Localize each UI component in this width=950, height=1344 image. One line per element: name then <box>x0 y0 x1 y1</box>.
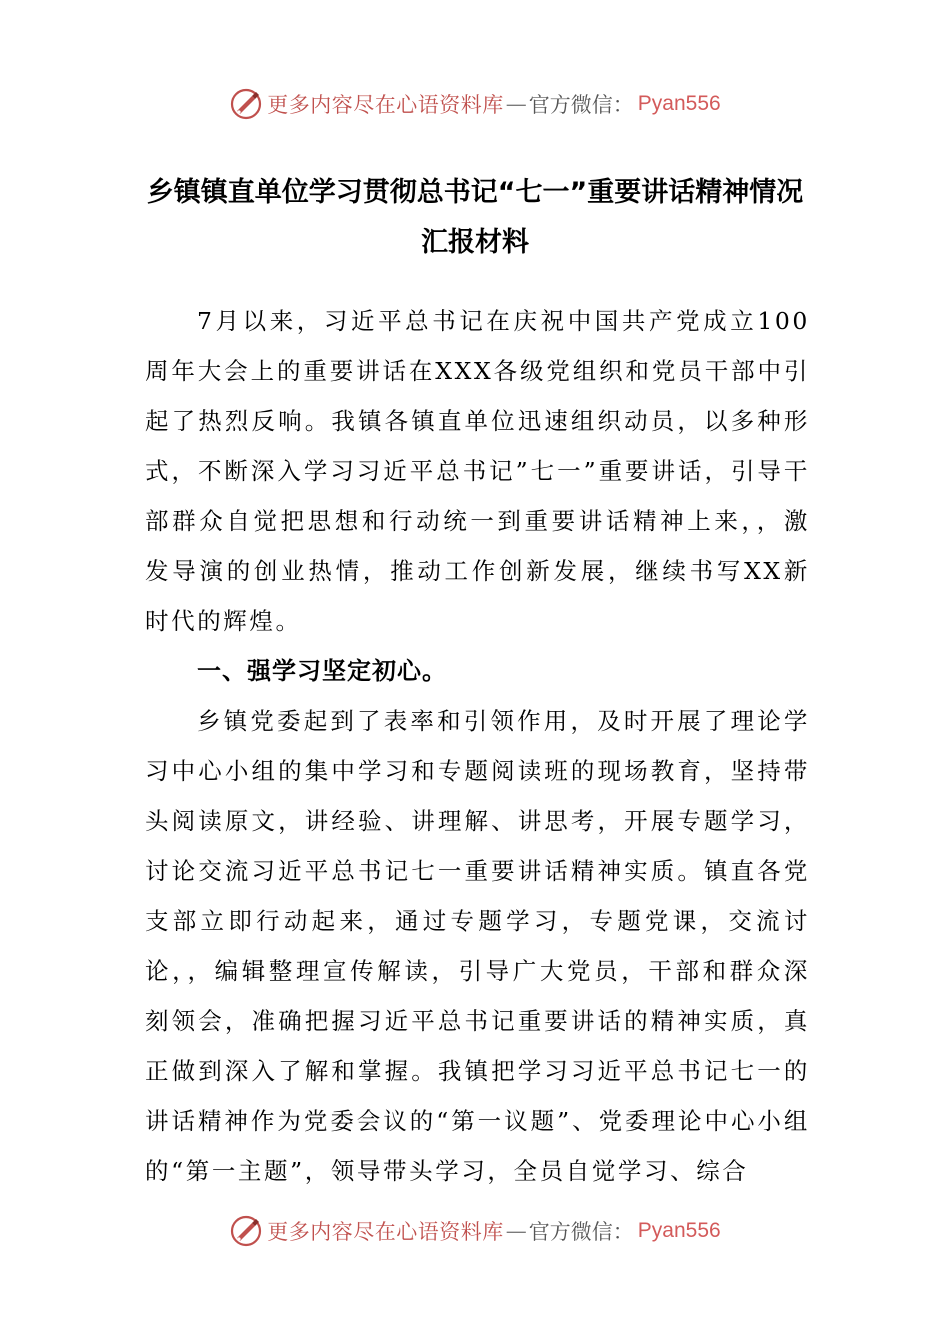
pen-nib-logo-icon <box>229 87 263 121</box>
watermark-banner-bottom <box>0 1211 950 1251</box>
body-paragraph-section1: 乡镇党委起到了表率和引领作用，及时开展了理论学习中心小组的集中学习和专题阅读班的现场教育，坚持带头阅读原文，讲经验、讲理解、讲思考，开展专题学习，讨论交流习近平总书记七一重要讲话精神实质。镇直各党支部立即行动起来，通过专题学习，专题党课，交流讨论，，编辑整理宣传解读，引导广大党员，干部和群众深刻领会，准确把握习近平总书记重要讲话的精神实质，真正做到深入了解和掌握。我镇把学习习近平总书记七一的讲话精神作为党委会议的“第一议题”、党委理论中心小组的“第一主题”，领导带头学习，全员自觉学习、综合 <box>145 707 810 1185</box>
watermark-contact-label: 官方微信： <box>528 1220 634 1244</box>
document-title-line2: 汇报材料 <box>421 227 529 258</box>
document-title-line1: 乡镇镇直单位学习贯彻总书记“七一”重要讲话精神情况 <box>146 177 804 208</box>
section-heading-1: 一、强学习坚定初心。 <box>197 657 447 685</box>
watermark-separator: — <box>505 1219 527 1243</box>
body-paragraph-intro: 7月以来，习近平总书记在庆祝中国共产党成立100周年大会上的重要讲话在XXX各级党组织和党员干部中引起了热烈反响。我镇各镇直单位迅速组织动员，以多种形式，不断深入学习习近平总书记”七一”重要讲话，引导干部群众自觉把思想和行动统一到重要讲话精神上来，，激发导演的创业热情，推动工作创新发展，继续书写XX新时代的辉煌。 <box>145 307 810 635</box>
watermark-banner-top <box>0 84 950 124</box>
watermark-separator: — <box>505 92 527 116</box>
watermark-contact-id: Pyan556 <box>637 92 721 115</box>
watermark-contact-id: Pyan556 <box>637 1219 721 1242</box>
watermark-contact-label: 官方微信： <box>528 93 634 117</box>
pen-nib-logo-icon <box>229 1214 263 1248</box>
watermark-brand-text: 更多内容尽在心语资料库 <box>267 93 504 117</box>
watermark-brand-text: 更多内容尽在心语资料库 <box>267 1220 504 1244</box>
